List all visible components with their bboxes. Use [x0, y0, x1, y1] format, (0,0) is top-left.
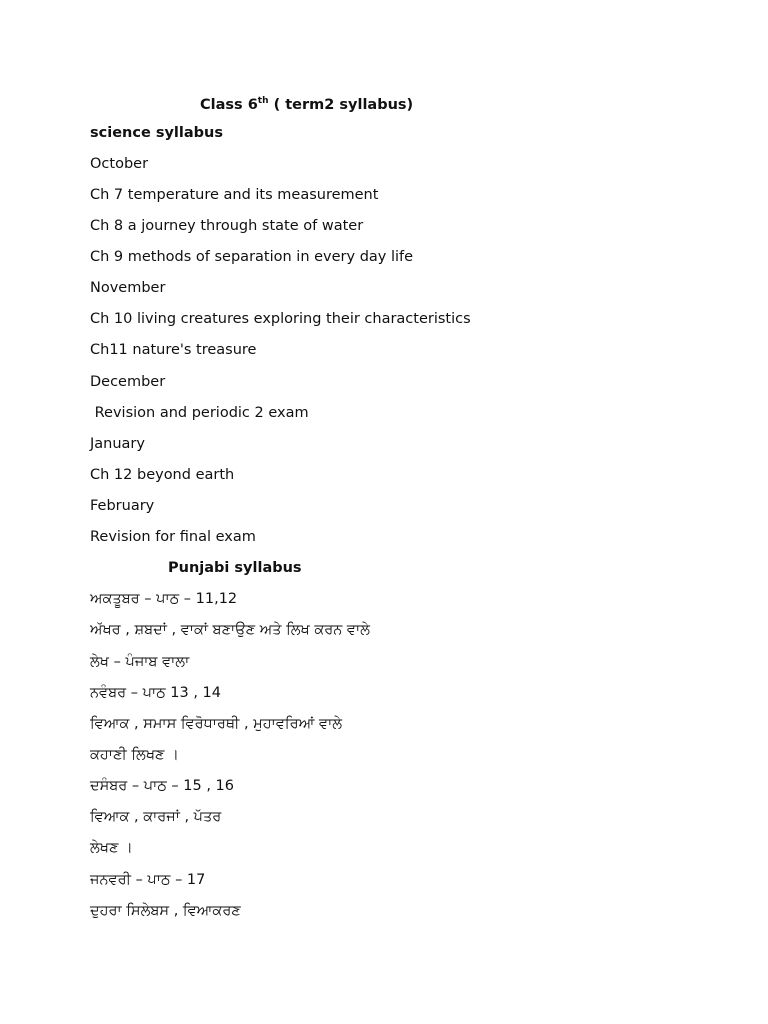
science-line: December [90, 374, 166, 390]
punjabi-line: ਅਕਤੂਬਰ – ਪਾਠ – 11,12 [90, 591, 238, 607]
science-line: Revision and periodic 2 exam [90, 405, 309, 421]
punjabi-line: ਲੇਖ – ਪੰਜਾਬ ਵਾਲਾ [90, 654, 190, 670]
science-line: November [90, 280, 166, 296]
punjabi-line: ਦਸੰਬਰ – ਪਾਠ – 15 , 16 [90, 778, 234, 794]
title-prefix: Class 6 [200, 97, 258, 113]
science-line: January [90, 436, 145, 452]
punjabi-line: ਵਿਆਕ , ਸਮਾਸ ਵਿਰੋਧਾਰਥੀ , ਮੁਹਾਵਰਿਆਂ ਵਾਲੇ [90, 716, 343, 732]
punjabi-line: ਲੇਖਣ । [90, 840, 133, 856]
punjabi-line: ਜਨਵਰੀ – ਪਾਠ – 17 [90, 872, 206, 888]
science-line: Ch 10 living creatures exploring their characteristics [90, 311, 471, 327]
punjabi-line: ਅੱਖਰ , ਸ਼ਬਦਾਂ , ਵਾਕਾਂ ਬਣਾਉਣ ਅਤੇ ਲਿਖ ਕਰਨ ਵਾਲੇ [90, 622, 370, 638]
punjabi-line: ਕਹਾਣੀ ਲਿਖਣ । [90, 747, 179, 763]
title-suffix: ( term2 syllabus) [268, 97, 414, 113]
science-line: October [90, 156, 149, 172]
science-heading: science syllabus [90, 125, 223, 141]
science-line: February [90, 498, 155, 514]
punjabi-line: ਦੁਹਰਾ ਸਿਲੇਬਸ , ਵਿਆਕਰਣ [90, 903, 241, 919]
title-superscript: th [257, 96, 269, 106]
science-line: Revision for final exam [90, 529, 256, 545]
punjabi-heading: Punjabi syllabus [168, 560, 302, 576]
science-line: Ch11 nature's treasure [90, 342, 257, 358]
document-title [200, 92, 413, 114]
science-line: Ch 8 a journey through state of water [90, 218, 364, 234]
science-line: Ch 7 temperature and its measurement [90, 187, 379, 203]
science-line: Ch 9 methods of separation in every day life [90, 249, 414, 265]
punjabi-line: ਵਿਆਕ , ਕਾਰਜਾਂ , ਪੱਤਰ [90, 809, 222, 825]
science-line: Ch 12 beyond earth [90, 467, 235, 483]
punjabi-line: ਨਵੰਬਰ – ਪਾਠ 13 , 14 [90, 685, 222, 701]
